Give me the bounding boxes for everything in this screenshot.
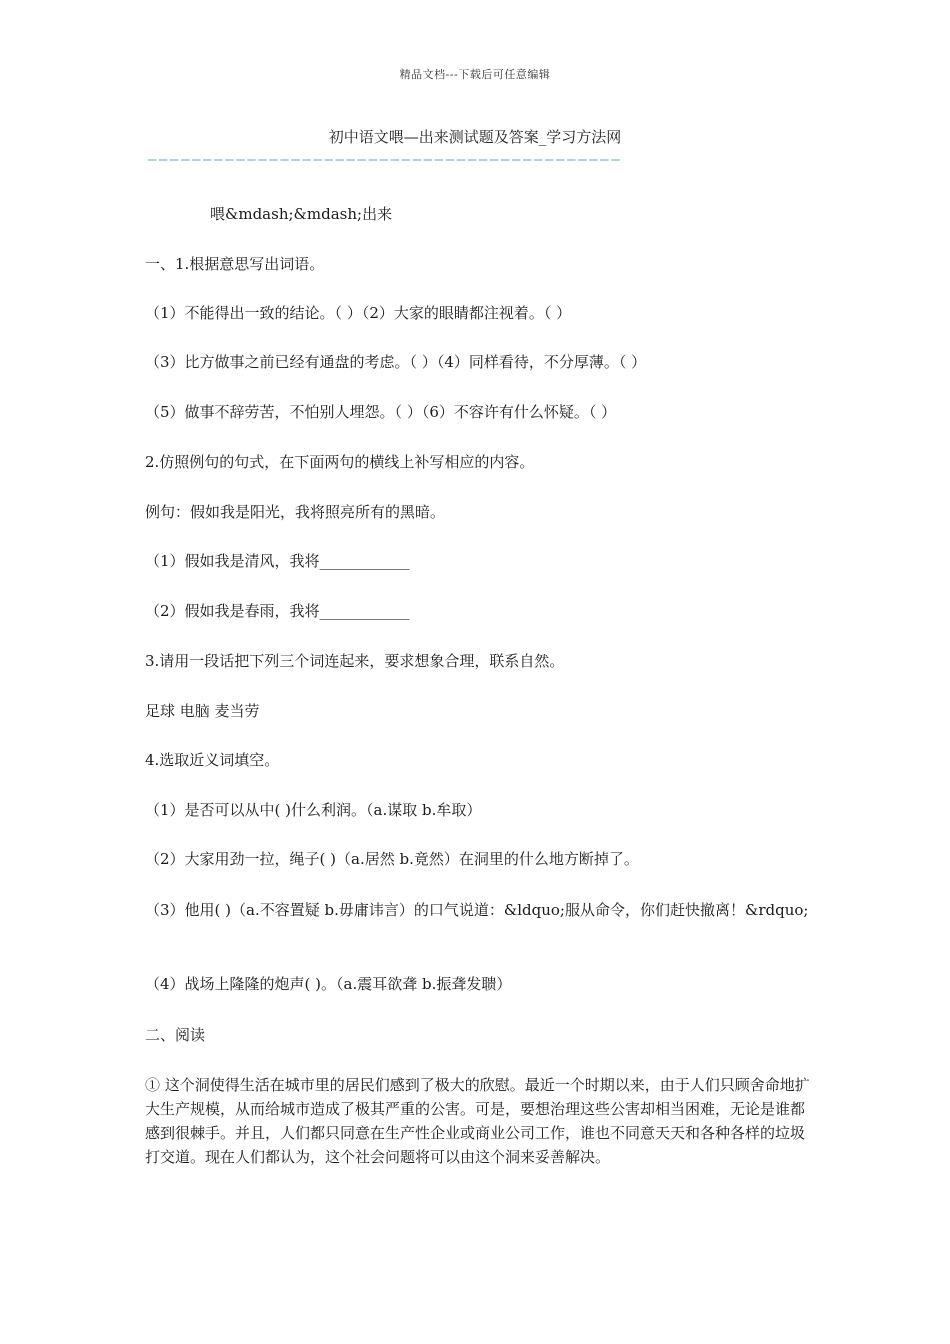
question-4-item-3: （3）他用( )（a.不容置疑 b.毋庸讳言）的口气说道：&ldquo;服从命令，你们赶快撤离！&rdquo; [145,901,809,919]
question-4-item-1: （1）是否可以从中( )什么利润。（a.谋取 b.牟取） [145,801,482,819]
reading-paragraph-1: ① 这个洞使得生活在城市里的居民们感到了极大的欣慰。最近一个时期以来，由于人们只顾舍命地扩大生产规模，从而给城市造成了极其严重的公害。可是，要想治理这些公害却相当困难，无论是谁都感到很棘手。并且，人们都只同意在生产性企业或商业公司工作，谁也不同意天天和各种各样的垃圾打交道。现在人们都认为，这个社会问题将可以由这个洞来妥善解决。 [145,1076,810,1166]
question-1-line-1: （1）不能得出一致的结论。（ ）（2）大家的眼睛都注视着。（ ） [145,304,572,322]
dashed-divider: ——————————————————————————————————————————— [148,152,623,168]
header-note: 精品文档---下载后可任意编辑 [399,68,551,81]
question-2-item-2: （2）假如我是春雨，我将____________ [145,602,410,620]
question-3-words: 足球 电脑 麦当劳 [145,702,260,720]
question-1-line-2: （3）比方做事之前已经有通盘的考虑。（ ）（4）同样看待，不分厚薄。（ ） [145,353,647,371]
question-4-item-2: （2）大家用劲一拉，绳子( )（a.居然 b.竟然）在洞里的什么地方断掉了。 [145,850,639,868]
article-subtitle: 喂&mdash;&mdash;出来 [210,205,393,223]
document-title: 初中语文喂—出来测试题及答案_学习方法网 [328,128,622,146]
question-3-title: 3.请用一段话把下列三个词连起来，要求想象合理，联系自然。 [145,652,565,670]
question-1-line-3: （5）做事不辞劳苦，不怕别人埋怨。（ ）（6）不容许有什么怀疑。（ ） [145,403,617,421]
question-4-item-4: （4）战场上隆隆的炮声( )。（a.震耳欲聋 b.振聋发聩） [145,975,512,993]
section-2-title: 二、阅读 [145,1026,206,1044]
question-2-item-1: （1）假如我是清风，我将____________ [145,552,410,570]
question-4-title: 4.选取近义词填空。 [145,751,280,769]
question-2-title: 2.仿照例句的句式，在下面两句的横线上补写相应的内容。 [145,453,535,471]
question-2-example: 例句：假如我是阳光，我将照亮所有的黑暗。 [145,503,446,521]
section-1-title: 一、1.根据意思写出词语。 [145,255,325,273]
